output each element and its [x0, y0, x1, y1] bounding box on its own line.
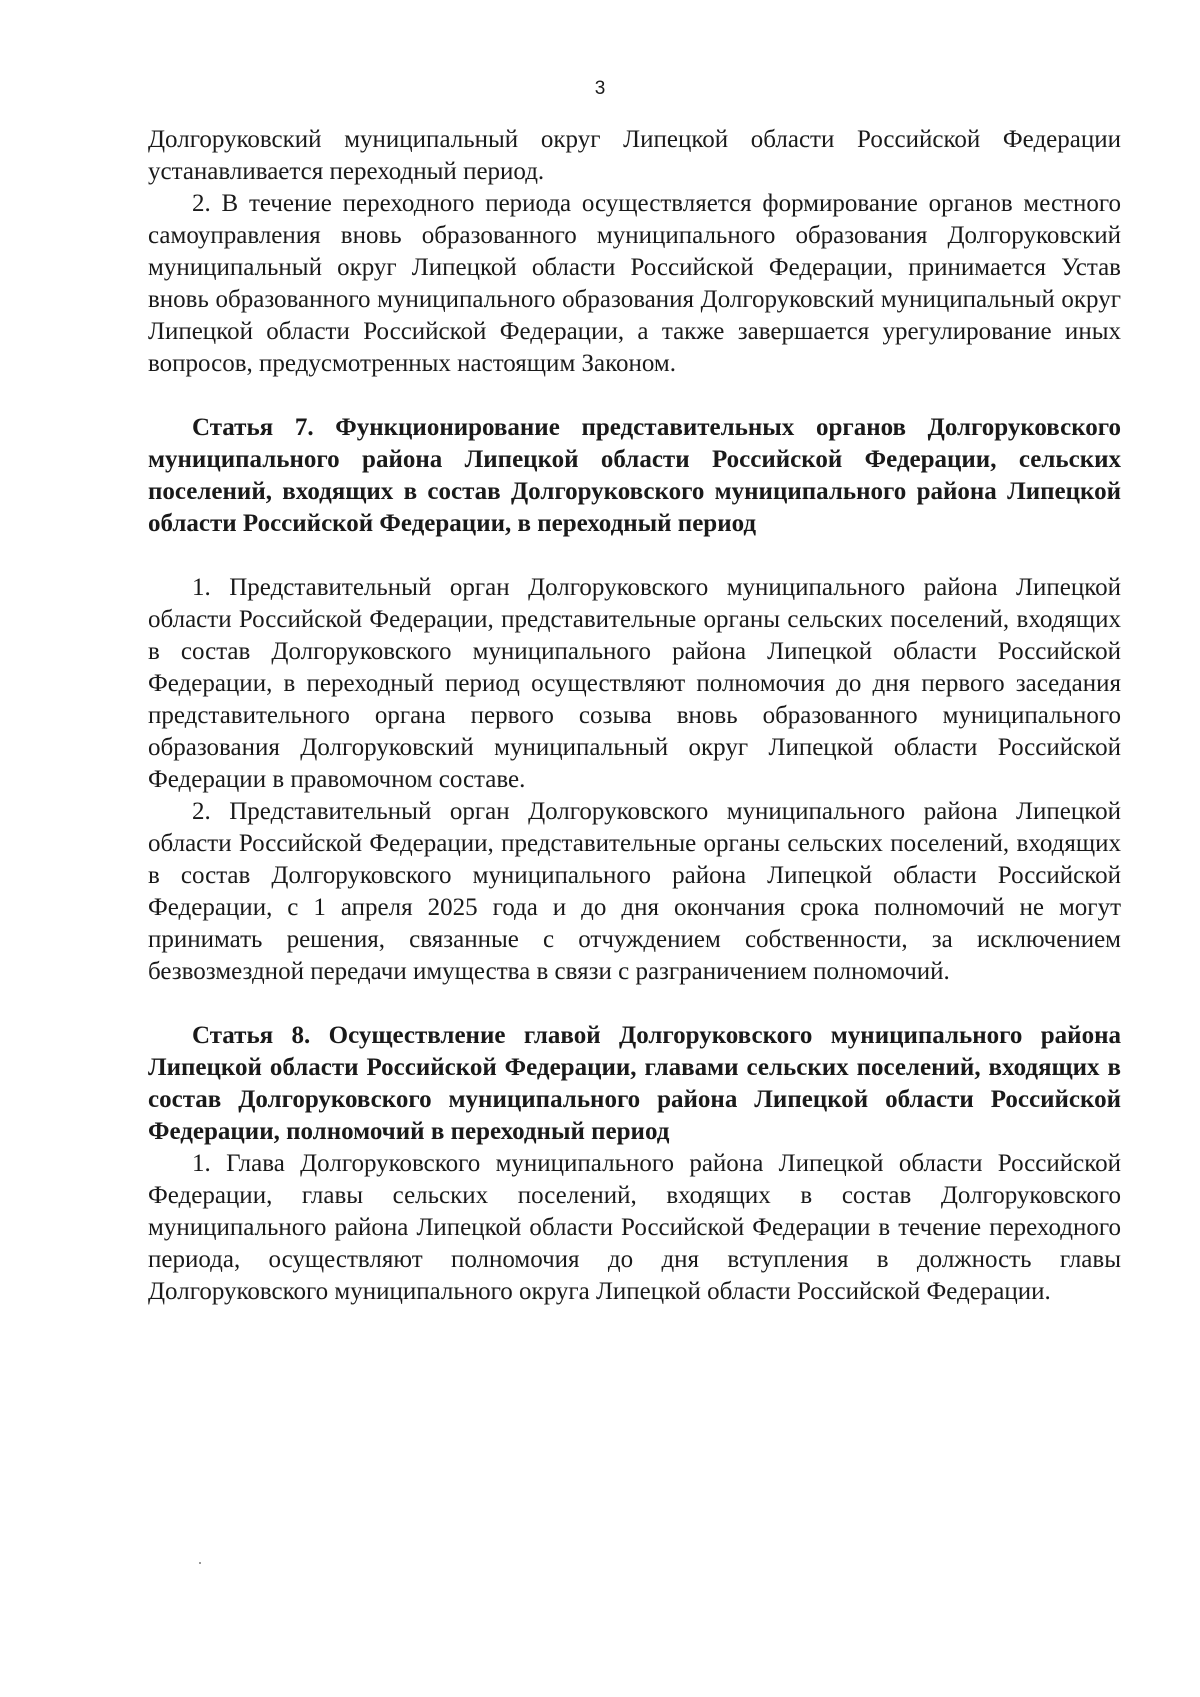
article-8-paragraph-1: 1. Глава Долгоруковского муниципального района Липецкой области Российской Федерации, главы сельских поселений, входящих в состав Долгоруковского муниципального района Липецкой области Российской Федерации в течение переходного периода, осуществляют полномочия до дня вступления в должность главы Долгоруковского муниципального округа Липецкой области Российской Федерации.	[148, 1150, 1121, 1305]
article-8-heading: Статья 8. Осуществление главой Долгоруковского муниципального района Липецкой области Российской Федерации, главами сельских поселений, входящих в состав Долгоруковского муниципального района Липецкой области Российской Федерации, полномочий в переходный период	[148, 1022, 1121, 1145]
scan-speck	[199, 1562, 201, 1564]
article-7-heading: Статья 7. Функционирование представительных органов Долгоруковского муниципального района Липецкой области Российской Федерации, сельских поселений, входящих в состав Долгоруковского муниципального района Липецкой области Российской Федерации, в переходный период	[148, 414, 1121, 537]
document-body	[148, 124, 1121, 1308]
paragraph-continuation: Долгоруковский муниципальный округ Липецкой области Российской Федерации устанавливается переходный период.	[148, 126, 1121, 185]
page-number: 3	[594, 78, 606, 99]
article-7-paragraph-2: 2. Представительный орган Долгоруковского муниципального района Липецкой области Российской Федерации, представительные органы сельских поселений, входящих в состав Долгоруковского муниципального района Липецкой области Российской Федерации, с 1 апреля 2025 года и до дня окончания срока полномочий не могут принимать решения, связанные с отчуждением собственности, за исключением безвозмездной передачи имущества в связи с разграничением полномочий.	[148, 798, 1121, 985]
paragraph-2-transition-formation: 2. В течение переходного периода осуществляется формирование органов местного самоуправления вновь образованного муниципального образования Долгоруковский муниципальный округ Липецкой области Российской Федерации, принимается Устав вновь образованного муниципального образования Долгоруковский муниципальный округ Липецкой области Российской Федерации, а также завершается урегулирование иных вопросов, предусмотренных настоящим Законом.	[148, 190, 1121, 377]
article-7-paragraph-1: 1. Представительный орган Долгоруковского муниципального района Липецкой области Российской Федерации, представительные органы сельских поселений, входящих в состав Долгоруковского муниципального района Липецкой области Российской Федерации, в переходный период осуществляют полномочия до дня первого заседания представительного органа первого созыва вновь образованного муниципального образования Долгоруковский муниципальный округ Липецкой области Российской Федерации в правомочном составе.	[148, 574, 1121, 793]
